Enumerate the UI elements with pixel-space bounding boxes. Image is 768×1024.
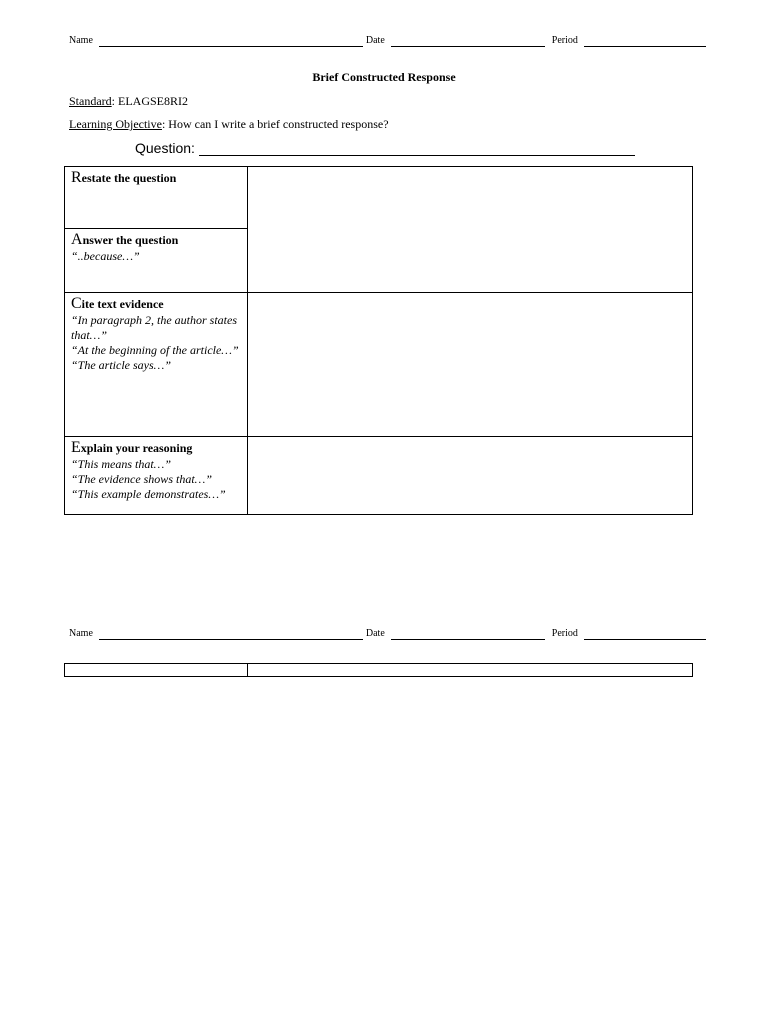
second-table-left-cell [65, 664, 248, 677]
objective-label: Learning Objective [69, 117, 162, 131]
restate-cell: Restate the question [65, 167, 248, 229]
page-title: Brief Constructed Response [312, 70, 456, 84]
answer-cell: Answer the question “..because…” [65, 229, 248, 293]
explain-cell: Explain your reasoning “This means that…” “The evidence shows that…” “This example demonstrates…” [65, 437, 248, 515]
standard-line [69, 94, 188, 109]
header-fields [69, 35, 699, 47]
objective-line [69, 117, 389, 132]
explain-response-cell[interactable] [248, 437, 693, 515]
header-fields-2 [69, 628, 699, 640]
explain-hint: “This example demonstrates…” [71, 487, 226, 501]
explain-hint: “The evidence shows that…” [71, 472, 212, 486]
table-row [65, 293, 693, 437]
date-label: Date [365, 35, 385, 46]
period-label: Period [551, 35, 578, 46]
race-organizer-table [64, 166, 693, 515]
name-field[interactable] [99, 37, 363, 47]
cite-hint: “At the beginning of the article…” [71, 343, 239, 357]
period-field[interactable] [584, 37, 706, 47]
table-row [65, 664, 693, 677]
name-label: Name [69, 628, 93, 639]
cite-cell: Cite text evidence “In paragraph 2, the author states that…” “At the beginning of the article…” “The article says…” [65, 293, 248, 437]
objective-value: : How can I write a brief constructed response? [161, 117, 389, 131]
cite-hint: “The article says…” [71, 358, 172, 372]
name-field[interactable] [99, 630, 363, 640]
period-field[interactable] [584, 630, 706, 640]
answer-hint: “..because…” [71, 249, 140, 263]
date-field[interactable] [391, 37, 545, 47]
standard-label: Standard [69, 94, 112, 108]
date-label: Date [365, 628, 385, 639]
table-row [65, 167, 693, 229]
question-field[interactable] [199, 141, 635, 156]
cite-hint: “In paragraph 2, the author states that…” [71, 313, 238, 342]
second-table [64, 663, 693, 677]
table-row [65, 437, 693, 515]
name-label: Name [69, 35, 93, 46]
explain-hint: “This means that…” [71, 457, 172, 471]
restate-answer-response-cell[interactable] [248, 167, 693, 293]
question-label: Question: [135, 140, 195, 156]
second-table-right-cell[interactable] [248, 664, 693, 677]
question-line [135, 140, 635, 156]
period-label: Period [551, 628, 578, 639]
standard-value: : ELAGSE8RI2 [111, 94, 188, 108]
date-field[interactable] [391, 630, 545, 640]
cite-response-cell[interactable] [248, 293, 693, 437]
